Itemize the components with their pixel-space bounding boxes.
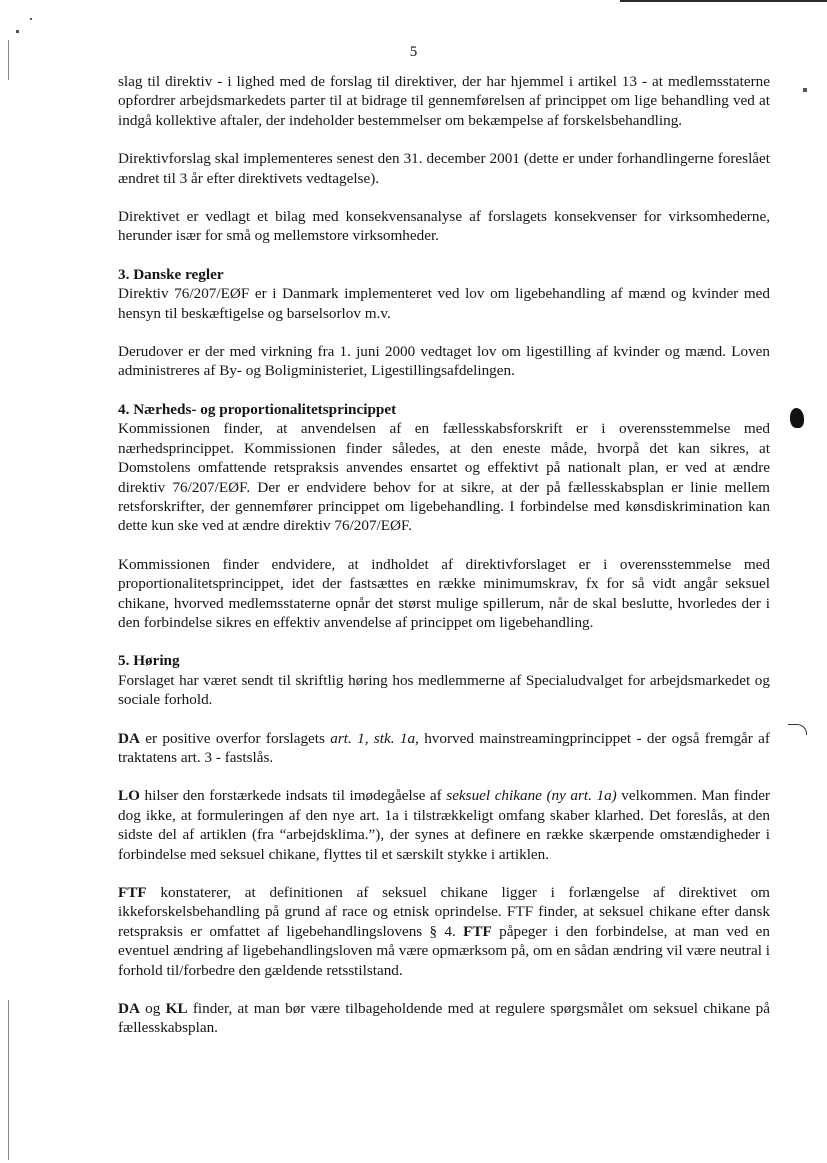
section-5-body: Forslaget har været sendt til skriftlig høring hos medlemmerne af Specialudvalget for arbejdsmarkedet og sociale forhold. — [118, 671, 770, 709]
section-3-heading: 3. Danske regler — [118, 265, 224, 283]
section-4-paragraph-2: Kommissionen finder endvidere, at indholdet af direktivforslaget er i overensstemmelse med proportionalitetsprincippet, idet der fastsættes en række minimumskrav, fx for så vidt angår seksuel chikane, hvorved medlemsstaterne opnår det størst mulige spillerum, når de skal beslutte, hvorledes der i den forbindelse sikres en effektiv anvendelse af princippet om ligebehandling. — [118, 555, 770, 631]
document-body — [118, 72, 770, 1057]
pen-mark — [788, 724, 807, 735]
intro-paragraph: slag til direktiv - i lighed med de forslag til direktiver, der har hjemmel i artikel 13 - at medlemsstaterne opfordrer arbejdsmarkedets parter til at bidrage til gennemførelsen af princippet om lige behandling ved at indgå kollektive aftaler, der indeholder bestemmelser om bekæmpelse af forskelsbehandling. — [118, 73, 770, 129]
section-5-heading: 5. Høring — [118, 652, 180, 670]
article-reference: seksuel chikane (ny art. 1a) — [446, 787, 617, 805]
page-number: 5 — [409, 44, 418, 60]
scan-dot — [803, 88, 807, 92]
section-3-body: Direktiv 76/207/EØF er i Danmark implementeret ved lov om ligebehandling af mænd og kvinder med hensyn til beskæftigelse og barselsorlov m.v. — [118, 285, 770, 322]
scan-edge-artifact — [620, 0, 827, 2]
scan-margin-artifact — [8, 1000, 9, 1160]
scan-dot — [16, 30, 19, 33]
org-ftf: FTF — [118, 884, 147, 901]
ftf-paragraph: FTF konstaterer, at definitionen af seksuel chikane ligger i forlængelse af direktivet om ikkeforskelsbehandling på grund af race og etnisk oprindelse. FTF finder, at seksuel chikane efter dansk retspraksis er omfattet af ligebehandlingslovens § 4. FTF påpeger i den forbindelse, at man ved en eventuel ændring af ligebehandlingsloven må være opmærksom på, om en sådan ændring vil være neutral i forhold til/forbedre den gældende retsstilstand. — [118, 884, 771, 979]
org-ftf: FTF — [463, 922, 492, 940]
org-da: DA — [118, 1000, 140, 1018]
section-4-body: Kommissionen finder, at anvendelsen af en fællesskabsforskrift er i overensstemmelse med nærhedsprincippet. Kommissionen finder således, at den eneste måde, hvorpå det kan sikres, at Domstolens omfattende retspraksis anvendes ensartet og effektivt på nationalt plan, er ved at ændre direktiv 76/207/EØF. Der er endvidere behov for at sikre, at der på fællesskabsplan er linie mellem retsforskrifter, der gennemfører princippet om ligebehandling. I forbindelse med kønsdiskrimination kan dette kun ske ved at ændre direktiv 76/207/EØF. — [118, 420, 770, 535]
section-4-heading: 4. Nærheds- og proportionalitetsprincippet — [118, 400, 397, 418]
attachment-paragraph: Direktivet er vedlagt et bilag med konsekvensanalyse af forslagets konsekvenser for virksomhederne, herunder især for små og mellemstore virksomheder. — [118, 208, 770, 245]
section-3-paragraph-2: Derudover er der med virkning fra 1. juni 2000 vedtaget lov om ligestilling af kvinder og mænd. Loven administreres af By- og Boligministeriet, Ligestillingsafdelingen. — [118, 343, 770, 380]
article-reference: art. 1, stk. 1a, — [330, 729, 419, 747]
lo-paragraph: LO hilser den forstærkede indsats til imødegåelse af seksuel chikane (ny art. 1a) velkommen. Man finder dog ikke, at formuleringen af den nye art. 1a i tilstrækkeligt omfang skaber klarhed. Det foreslås, at den sidste del af artiklen (fra “arbejdsklima.”), der synes at definere en række skærpende omstændigheder i forbindelse med seksuel chikane, flyttes til et særskilt stykke i artiklen. — [118, 787, 770, 863]
da-kl-paragraph: DA og KL finder, at man bør være tilbageholdende med at regulere spørgsmålet om seksuel chikane på fællesskabsplan. — [118, 1000, 770, 1037]
ink-blot — [790, 408, 804, 428]
org-da: DA — [118, 729, 140, 747]
org-lo: LO — [118, 787, 140, 805]
scan-dot — [30, 18, 32, 20]
org-kl: KL — [165, 1000, 188, 1018]
deadline-paragraph: Direktivforslag skal implementeres senest den 31. december 2001 (dette er under forhandlingerne foreslået ændret til 3 år efter direktivets vedtagelse). — [118, 150, 770, 187]
da-paragraph: DA er positive overfor forslagets art. 1, stk. 1a, hvorved mainstreamingprincippet - der også fremgår af traktatens art. 3 - fastslås. — [118, 729, 770, 766]
